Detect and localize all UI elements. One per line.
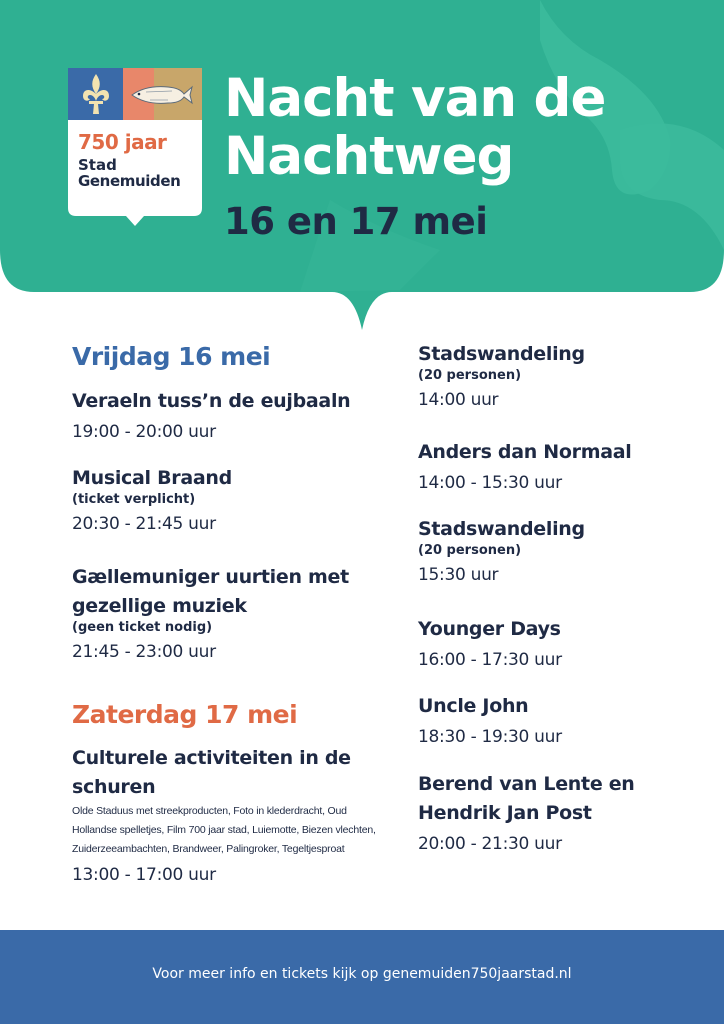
title-line-1: Nacht van de: [224, 68, 606, 129]
event-description: Zuiderzeeambachten, Brandweer, Palingroker, Tegeltjesproat: [72, 843, 345, 855]
event-time: 15:30 uur: [418, 565, 499, 585]
logo-line-genemuiden: Genemuiden: [78, 172, 181, 190]
event-name: Anders dan Normaal: [418, 441, 632, 463]
event-name: Gællemuniger uurtien met: [72, 566, 349, 588]
page-title: [224, 70, 704, 186]
event-note: (ticket verplicht): [72, 492, 196, 507]
event-note: (20 personen): [418, 368, 522, 383]
event-description: Olde Staduus met streekproducten, Foto in klederdracht, Oud: [72, 805, 347, 817]
event-time: 20:30 - 21:45 uur: [72, 514, 216, 534]
event-name: Musical Braand: [72, 467, 232, 489]
event-item: [418, 615, 562, 672]
event-name-cont: gezellige muziek: [72, 595, 247, 617]
event-time: 21:45 - 23:00 uur: [72, 642, 216, 662]
event-dates: 16 en 17 mei: [224, 200, 488, 243]
event-item: [72, 744, 376, 887]
header-banner: [0, 0, 724, 340]
title-line-2: Nachtweg: [224, 126, 514, 187]
event-time: 13:00 - 17:00 uur: [72, 865, 216, 885]
event-name: Younger Days: [418, 618, 561, 640]
event-note: (20 personen): [418, 543, 522, 558]
event-item: [418, 692, 562, 749]
event-description: Hollandse spelletjes, Film 700 jaar stad, Luiemotte, Biezen vlechten,: [72, 824, 376, 836]
event-time: 18:30 - 19:30 uur: [418, 727, 562, 747]
event-name: Culturele activiteiten in de: [72, 747, 351, 769]
logo-year: 750 jaar: [78, 130, 167, 154]
logo-line-stad: Stad: [78, 156, 117, 174]
fleur-de-lis-icon: [80, 72, 112, 116]
logo-blue-panel: [68, 68, 123, 120]
event-time: 14:00 - 15:30 uur: [418, 473, 562, 493]
event-name: Veraeln tuss’n de eujbaaln: [72, 390, 351, 412]
fish-icon: [128, 82, 194, 108]
event-item: [72, 387, 350, 444]
event-time: 14:00 uur: [418, 390, 499, 410]
event-time: 19:00 - 20:00 uur: [72, 422, 216, 442]
footer-bar: [0, 930, 724, 1024]
footer-info-text: Voor meer info en tickets kijk op genemuiden750jaarstad.nl: [152, 966, 572, 982]
event-item: [418, 515, 585, 587]
event-time: 16:00 - 17:30 uur: [418, 650, 562, 670]
event-name: Uncle John: [418, 695, 529, 717]
event-name: Berend van Lente en: [418, 773, 635, 795]
event-note: (geen ticket nodig): [72, 620, 213, 635]
anniversary-logo: [68, 68, 202, 226]
friday-heading: Vrijdag 16 mei: [72, 342, 271, 371]
event-item: [72, 563, 349, 664]
event-name: Stadswandeling: [418, 518, 585, 540]
event-name-cont: schuren: [72, 776, 156, 798]
event-name: Stadswandeling: [418, 343, 585, 365]
event-time: 20:00 - 21:30 uur: [418, 834, 562, 854]
event-name-cont: Hendrik Jan Post: [418, 802, 592, 824]
event-item: [418, 770, 635, 856]
event-item: [418, 340, 585, 412]
event-item: [418, 438, 631, 495]
event-item: [72, 464, 232, 536]
saturday-heading: Zaterdag 17 mei: [72, 700, 298, 729]
